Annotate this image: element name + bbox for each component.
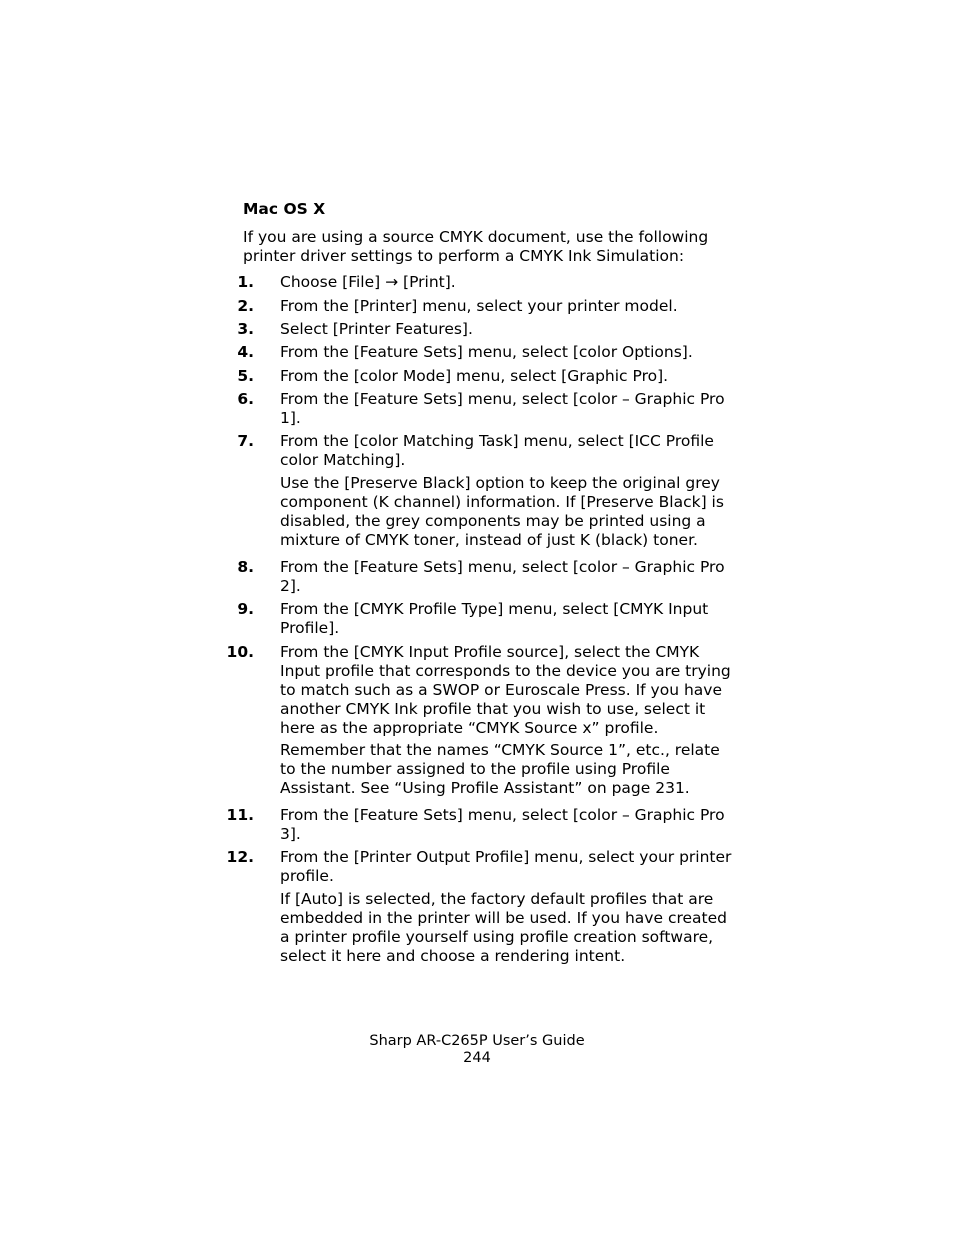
- step-number: 5.: [237, 367, 254, 385]
- step-text: From the [Feature Sets] menu, select [color Options].: [280, 343, 693, 361]
- step-text: From the [color Matching Task] menu, select [ICC Profile color Matching].: [280, 432, 714, 469]
- step-text: From the [CMYK Input Profile source], select the CMYK Input profile that corresponds to the device you are trying to match such as a SWOP or Euroscale Press. If you have another CMYK Ink profile that you wish to use, select it here as the appropriate “CMYK Source x” profile.: [280, 643, 731, 737]
- step-text: From the [Feature Sets] menu, select [color – Graphic Pro 2].: [280, 558, 725, 595]
- step-number: 2.: [237, 297, 254, 315]
- step-number: 3.: [237, 320, 254, 338]
- step-text: Choose [File] → [Print].: [280, 273, 456, 291]
- footer-page-number: 244: [463, 1050, 491, 1066]
- step-number: 9.: [237, 600, 254, 618]
- footer-guide-title: Sharp AR-C265P User’s Guide: [369, 1033, 585, 1049]
- step-text: Select [Printer Features].: [280, 320, 473, 338]
- step-text: From the [CMYK Profile Type] menu, select [CMYK Input Profile].: [280, 600, 709, 637]
- step-number: 11.: [226, 806, 254, 824]
- step-note: If [Auto] is selected, the factory default profiles that are embedded in the printer will be used. If you have created a printer profile yourself using profile creation software, select it here and choose a rendering intent.: [280, 890, 727, 965]
- step-text: From the [Feature Sets] menu, select [color – Graphic Pro 3].: [280, 806, 725, 843]
- step-text: From the [Printer Output Profile] menu, select your printer profile.: [280, 848, 732, 885]
- step-number: 12.: [226, 848, 254, 866]
- step-number: 7.: [237, 432, 254, 450]
- step-number: 8.: [237, 558, 254, 576]
- step-text: From the [Printer] menu, select your printer model.: [280, 297, 678, 315]
- step-number: 10.: [226, 643, 254, 661]
- intro-paragraph: If you are using a source CMYK document, use the following printer driver settings to perform a CMYK Ink Simulation:: [243, 228, 709, 265]
- step-text: From the [Feature Sets] menu, select [color – Graphic Pro 1].: [280, 390, 725, 427]
- step-number: 6.: [237, 390, 254, 408]
- step-note: Remember that the names “CMYK Source 1”, etc., relate to the number assigned to the profile using Profile Assistant. See “Using Profile Assistant” on page 231.: [280, 741, 720, 797]
- step-number: 4.: [237, 343, 254, 361]
- step-note: Use the [Preserve Black] option to keep the original grey component (K channel) information. If [Preserve Black] is disabled, the grey components may be printed using a mixture of CMYK toner, instead of just K (black) toner.: [280, 474, 724, 549]
- step-number: 1.: [237, 273, 254, 291]
- section-title: Mac OS X: [243, 200, 326, 218]
- step-text: From the [color Mode] menu, select [Graphic Pro].: [280, 367, 669, 385]
